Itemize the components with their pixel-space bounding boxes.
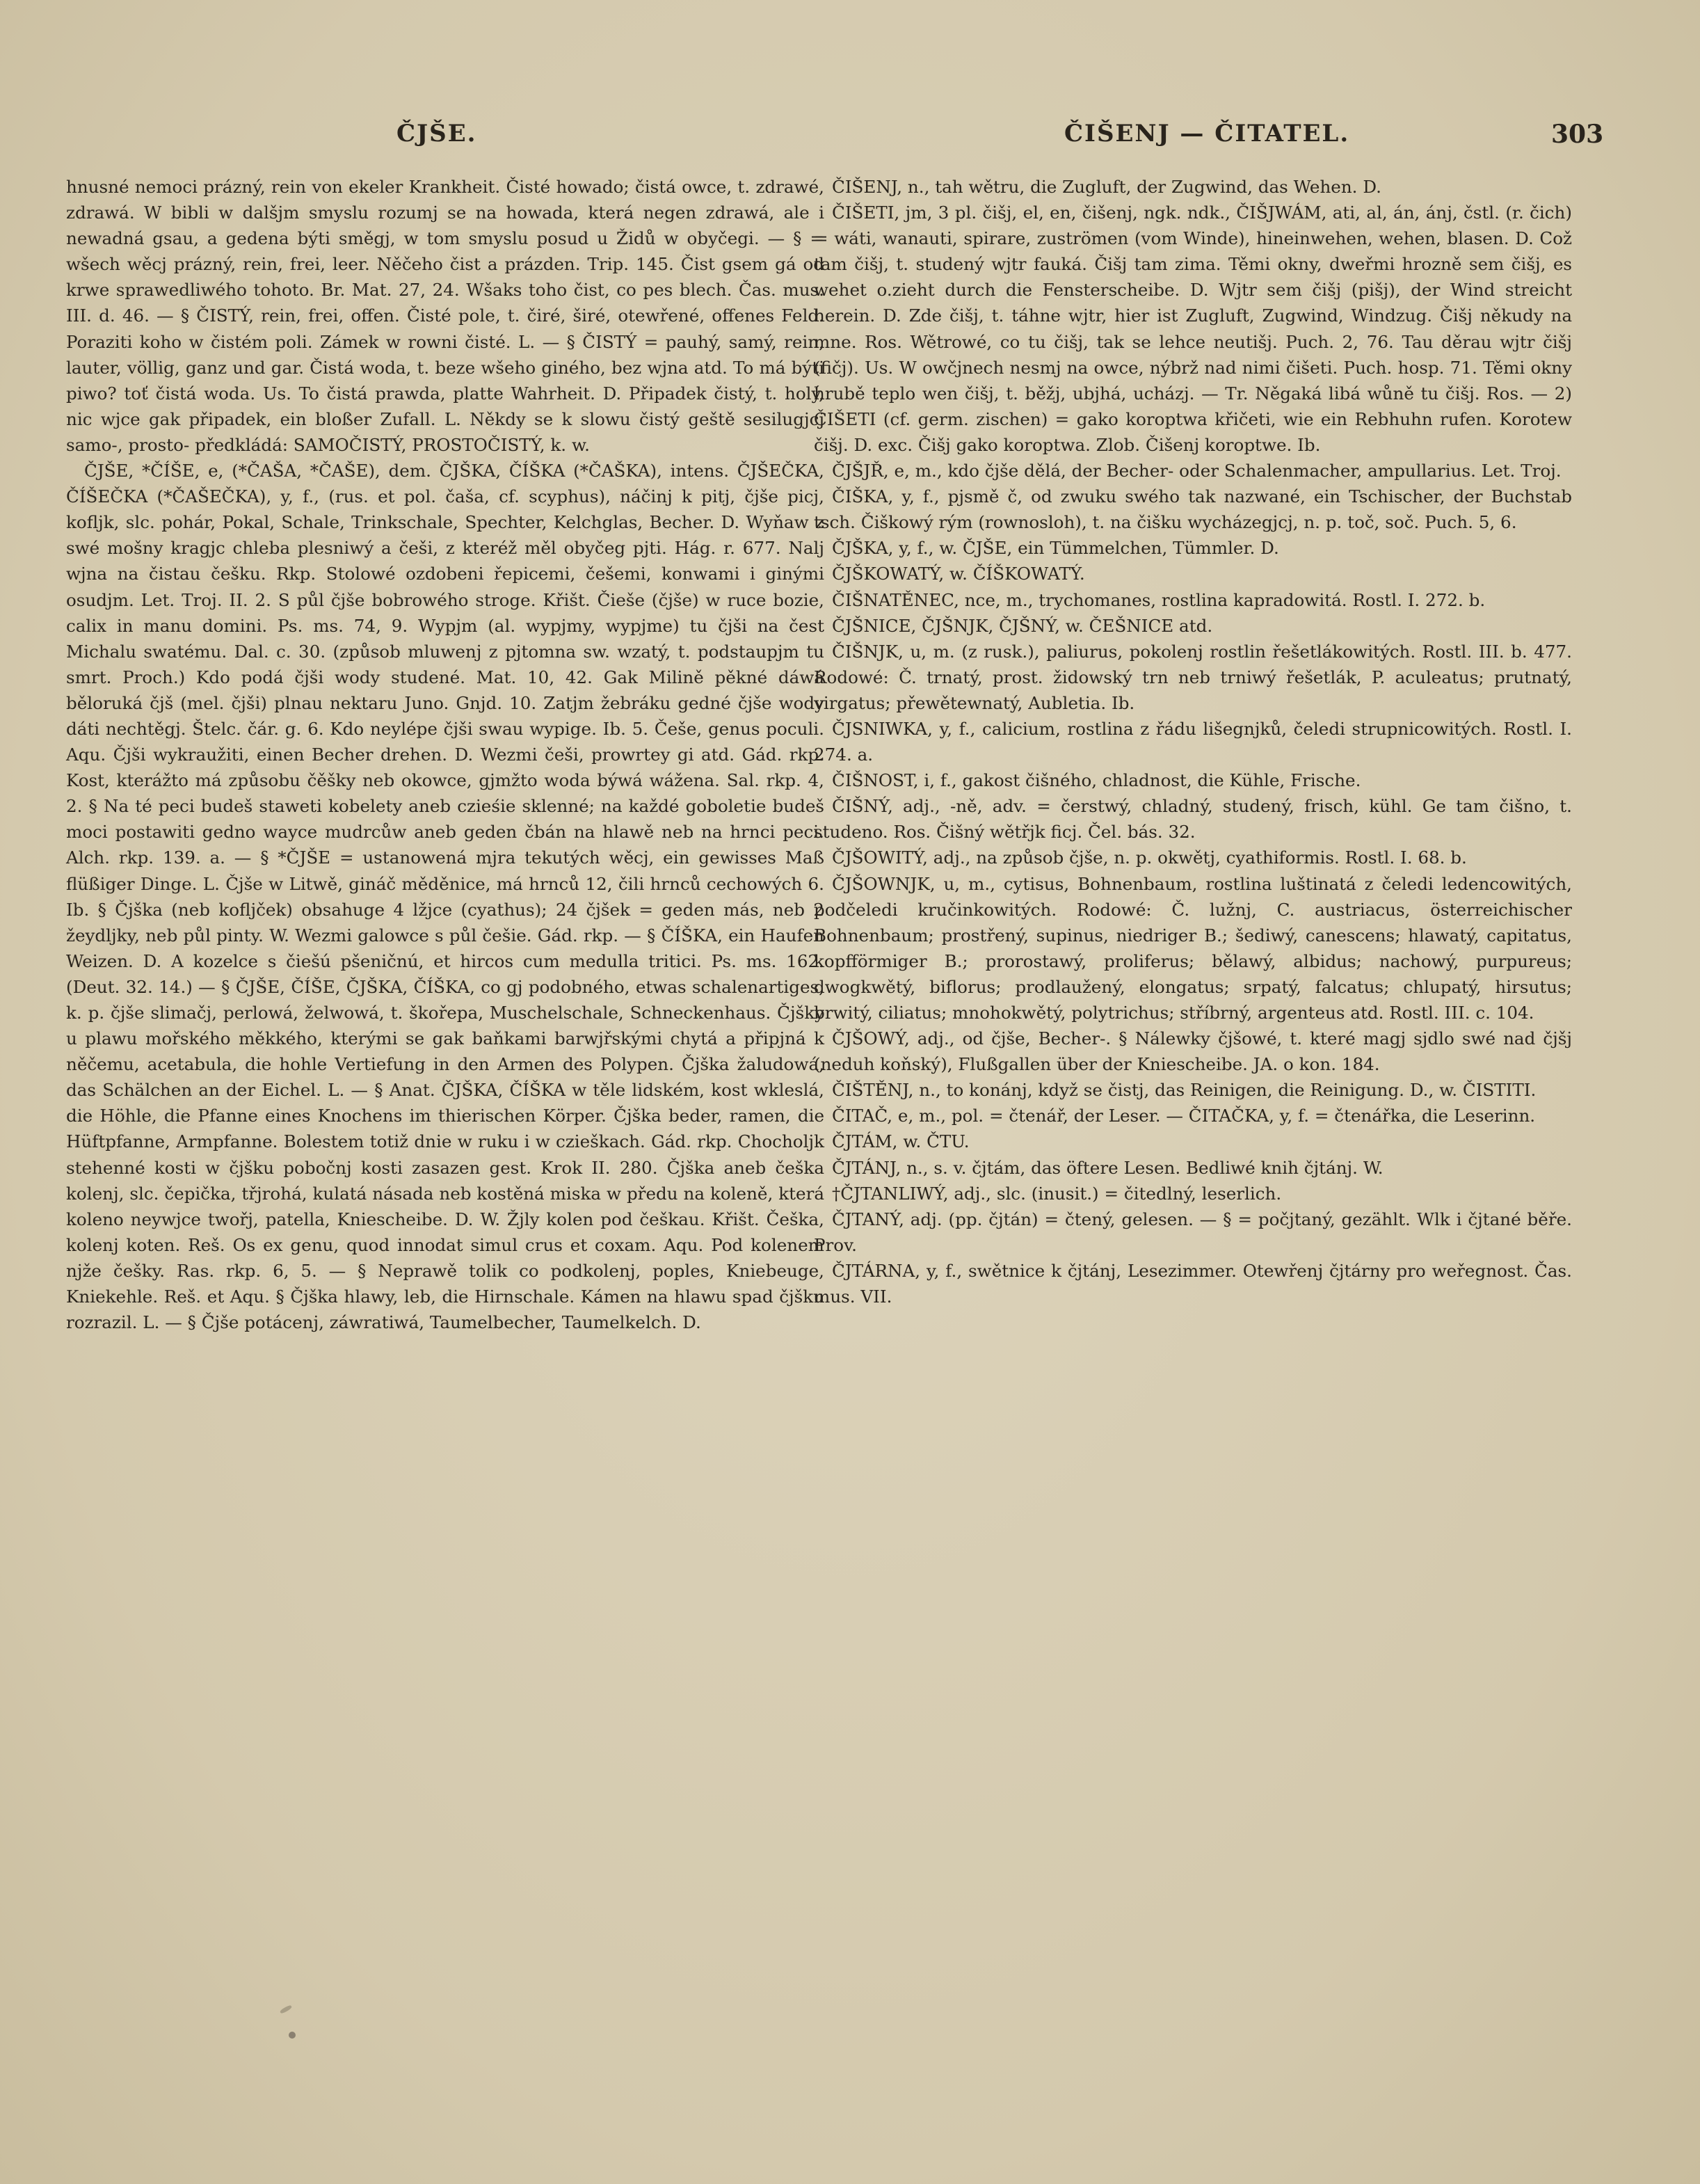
- entry-paragraph: ČIŠETI, jm, 3 pl. čišj, el, en, čišenj, ngk. ndk., ČIŠJWÁM, ati, al, án, ánj, čstl. (r. čich) = wáti, wanauti, spirare, zuströmen (vom Winde), hineinwehen, wehen, blasen. D. Což tam čišj, t. studený wjtr fauká. Čišj tam zima. Těmi okny, dweřmi hrozně sem čišj, es wehet o.zieht durch die Fensterscheibe. D. Wjtr sem čišj (pišj), der Wind streicht herein. D. Zde čišj, t. táhne wjtr, hier ist Zugluft, Zugwind, Windzug. Čišj někudy na mne. Ros. Wětrowé, co tu čišj, tak se lehce neutišj. Puch. 2, 76. Tau děrau wjtr čišj (fičj). Us. W owčjnech nesmj na owce, nýbrž nad nimi čišeti. Puch. hosp. 71. Těmi okny hrubě teplo wen čišj, t. běžj, ubjhá, ucházj. — Tr. Něgaká libá wůně tu čišj. Ros. — 2) ČIŠETI (cf. germ. zischen) = gako koroptwa křičeti, wie ein Rebhuhn rufen. Korotew čišj. D. exc. Čišj gako koroptwa. Zlob. Čišenj koroptwe. Ib.: [814, 202, 1572, 455]
- right-column: [814, 174, 1572, 1309]
- entry-paragraph: ČJŠJŘ, e, m., kdo čjše dělá, der Becher- oder Schalenmacher, ampullarius. Let. Troj.: [832, 461, 1562, 481]
- entry-paragraph: ČJŠOWÝ, adj., od čjše, Becher-. § Nálewky čjšowé, t. které magj sjdlo swé nad čjšj (neduh koňský), Flußgallen über der Kniescheibe. JA. o kon. 184.: [814, 1028, 1572, 1075]
- entry-paragraph: hnusné nemoci prázný, rein von ekeler Krankheit. Čisté howado; čistá owce, t. zdrawé, zdrawá. W bibli w dalšjm smyslu rozumj se na howada, která negen zdrawá, ale i newadná gsau, a gedena býti směgj, w tom smyslu posud u Židů w obyčegi. — § = wšech wěcj prázný, rein, frei, leer. Něčeho čist a prázden. Trip. 145. Čist gsem gá od krwe sprawedliwého tohoto. Br. Mat. 27, 24. Wšaks toho čist, co pes blech. Čas. mus. III. d. 46. — § ČISTÝ, rein, frei, offen. Čisté pole, t. čiré, širé, otewřené, offenes Feld. Poraziti koho w čistém poli. Zámek w rowni čisté. L. — § ČISTÝ = pauhý, samý, rein, lauter, völlig, ganz und gar. Čistá woda, t. beze wšeho giného, bez wjna atd. To má býti piwo? toť čistá woda. Us. To čistá prawda, platte Wahrheit. D. Připadek čistý, t. holý, nic wjce gak připadek, ein bloßer Zufall. L. Někdy se k slowu čistý geště sesilugjcj samo-, prosto- předkládá: SAMOČISTÝ, PROSTOČISTÝ, k. w.: [66, 177, 824, 455]
- entry-paragraph: ČJTANÝ, adj. (pp. čjtán) = čtený, gelesen. — § = počjtaný, gezählt. Wlk i čjtané běře. Prov.: [814, 1209, 1572, 1255]
- entry-paragraph: ČJTÁRNA, y, f., swětnice k čjtánj, Lesezimmer. Otewřenj čjtárny pro weřegnost. Čas. mus. VII.: [814, 1260, 1572, 1307]
- left-column: [66, 174, 824, 1335]
- entry-paragraph: ČJŠOWNJK, u, m., cytisus, Bohnenbaum, rostlina luštinatá z čeledi ledencowitých, podčeledi kručinkowitých. Rodowé: Č. lužnj, C. austriacus, österreichischer Bohnenbaum; prostřený, supinus, niedriger B.; šediwý, canescens; hlawatý, capitatus, kopfförmiger B.; prorostawý, proliferus; bělawý, albidus; nachowý, purpureus; dwogkwětý, biflorus; prodlaužený, elongatus; srpatý, falcatus; chlupatý, hirsutus; brwitý, ciliatus; mnohokwětý, polytrichus; stříbrný, argenteus atd. Rostl. III. c. 104.: [814, 873, 1572, 1023]
- paper-spot: [289, 2032, 296, 2039]
- paper-mark: [280, 2004, 293, 2014]
- running-head-right: ČIŠENJ — ČITATEL.: [1064, 120, 1350, 148]
- entry-paragraph: ČIŠTĚNJ, n., to konánj, když se čistj, das Reinigen, die Reinigung. D., w. ČISTITI.: [832, 1080, 1537, 1101]
- entry-paragraph: †ČJTANLIWÝ, adj., slc. (inusit.) = čitedlný, leserlich.: [832, 1183, 1282, 1204]
- entry-paragraph: ČJŠE, *ČÍŠE, e, (*ČAŠA, *ČAŠE), dem. ČJŠKA, ČÍŠKA (*ČAŠKA), intens. ČJŠEČKA, ČÍŠEČKA (*ČAŠEČKA), y, f., (rus. et pol. čaša, cf. scyphus), náčinj k pitj, čjše picj, koflјk, slc. pohár, Pokal, Schale, Trinkschale, Spechter, Kelchglas, Becher. D. Wyňaw z swé mošny kragjc chleba plesniwý a češi, z kteréž měl obyčeg pjti. Hág. r. 677. Nalj wjna na čistau češku. Rkp. Stolowé ozdobeni řepicemi, češemi, konwami i ginými osudjm. Let. Troj. II. 2. S půl čjše bobrowého stroge. Křišt. Čieše (čjše) w ruce bozie, calix in manu domini. Ps. ms. 74, 9. Wypjm (al. wypjmy, wypjme) tu čjši na čest Michalu swatému. Dal. c. 30. (způsob mluwenj z pjtomna sw. wzatý, t. podstaupjm tu smrt. Proch.) Kdo podá čjši wody studené. Mat. 10, 42. Gak Milině pěkné dáwá běloruká čjš (mel. čjši) plnau nektaru Juno. Gnjd. 10. Zatjm žebráku gedné čjše wody dáti nechtěgj. Štelc. čár. g. 6. Kdo neylépe čjši swau wypige. Ib. 5. Češe, genus poculi. Aqu. Čjši wykraužiti, einen Becher drehen. D. Wezmi češi, prowrtey gi atd. Gád. rkp. Kost, kterážto má způsobu čěšky neb okowce, gjmžto woda býwá wážena. Sal. rkp. 4, 2. § Na té peci budeš staweti kobelety aneb czieśie sklenné; na každé goboletie budeš moci postawiti gedno wayce mudrcůw aneb geden čbán na hlawě neb na hrnci peci. Alch. rkp. 139. a. — § *ČJŠE = ustanowená mjra tekutých wěcj, ein gewisses Maß flüßiger Dinge. L. Čjše w Litwě, gináč měděnice, má hrnců 12, čili hrnců cechowých 6. Ib. § Čjška (neb koflјček) obsahuge 4 lžjce (cyathus); 24 čjšek = geden más, neb 2 žeydljky, neb půl pinty. W. Wezmi galowce s půl češie. Gád. rkp. — § ČÍŠKA, ein Haufen Weizen. D. A kozelce s čiešú pšeničnú, et hircos cum medulla tritici. Ps. ms. 162. (Deut. 32. 14.) — § ČJŠE, ČÍŠE, ČJŠKA, ČÍŠKA, co gj podobného, etwas schalenartiges, k. p. čjše slimačj, perlowá, želwowá, t. škořepa, Muschelschale, Schneckenhaus. Čjšky u plawu mořského měkkého, kterými se gak baňkami barwjřskými chytá a připjná k něčemu, acetabula, die hohle Vertiefung in den Armen des Polypen. Čjška žaludowá, das Schälchen an der Eichel. L. — § Anat. ČJŠKA, ČÍŠKA w těle lidském, kost wkleslá, die Höhle, die Pfanne eines Knochens im thierischen Körper. Čjška beder, ramen, die Hüftpfanne, Armpfanne. Bolestem totiž dnie w ruku i w czieškach. Gád. rkp. Chocholjk stehenné kosti w čjšku pobočnj kosti zasazen gest. Krok II. 280. Čjška aneb češka kolenj, slc. čepička, třjrohá, kulatá násada neb kostěná miska w předu na koleně, která koleno neywjce twořj, patella, Kniescheibe. D. W. Žjly kolen pod češkau. Křišt. Češka, kolenj koten. Reš. Os ex genu, quod innodat simul crus et coxam. Aqu. Pod kolenem njže češky. Ras. rkp. 6, 5. — § Neprawě tolik co podkolenj, poples, Kniebeuge, Kniekehle. Reš. et Aqu. § Čjška hlawy, leb, die Hirnschale. Kámen na hlawu spad čjšku rozrazil. L. — § Čjše potácenj, záwratiwá, Taumelbecher, Taumelkelch. D.: [66, 461, 824, 1333]
- entry-paragraph: ČJŠNICE, ČJŠNJK, ČJŠNÝ, w. ČEŠNICE atd.: [832, 615, 1213, 636]
- page-number: 303: [1551, 120, 1604, 149]
- entry-paragraph: ČIŠNATĚNEC, nce, m., trychomanes, rostlina kapradowitá. Rostl. I. 272. b.: [832, 589, 1486, 610]
- entry-paragraph: ČJSNIWKA, y, f., calicium, rostlina z řádu lišegnjků, čeledi strupnicowitých. Rostl. I. 274. a.: [814, 718, 1572, 765]
- entry-paragraph: ČJTÁNJ, n., s. v. čjtám, das öftere Lesen. Bedliwé knih čjtánj. W.: [832, 1157, 1384, 1178]
- entry-paragraph: ČIŠNÝ, adj., -ně, adv. = čerstwý, chladný, studený, frisch, kühl. Ge tam čišno, t. studeno. Ros. Čišný wětřjk ficj. Čel. bás. 32.: [814, 796, 1572, 843]
- entry-paragraph: ČIŠNJK, u, m. (z rusk.), paliurus, pokolenj rostlin řešetlákowitých. Rostl. III. b. 477. Rodowé: Č. trnatý, prost. židowský trn neb trniwý řešetlák, P. aculeatus; prutnatý, virgatus; přewětewnatý, Aubletia. Ib.: [814, 641, 1572, 713]
- entry-paragraph: ČJŠKA, y, f., w. ČJŠE, ein Tümmelchen, Tümmler. D.: [832, 538, 1279, 559]
- entry-paragraph: ČJTÁM, w. ČTU.: [832, 1131, 970, 1152]
- entry-paragraph: ČJŠKOWATÝ, w. ČÍŠKOWATÝ.: [832, 564, 1085, 584]
- entry-paragraph: ČJŠOWITÝ, adj., na způsob čjše, n. p. okwětj, cyathiformis. Rostl. I. 68. b.: [832, 847, 1467, 868]
- entry-paragraph: ČIŠENJ, n., tah wětru, die Zugluft, der Zugwind, das Wehen. D.: [832, 177, 1381, 197]
- running-head-left: ČJŠE.: [396, 120, 477, 148]
- entry-paragraph: ČIŠKA, y, f., pjsmě č, od zwuku swého tak nazwané, ein Tschischer, der Buchstab tsch. Čiškowý rým (rownosloh), t. na čišku wycházegjcj, n. p. toč, soč. Puch. 5, 6.: [814, 486, 1572, 533]
- entry-paragraph: ČIŠNOST, i, f., gakost čišného, chladnost, die Kühle, Frische.: [832, 770, 1361, 791]
- entry-paragraph: ČITAČ, e, m., pol. = čtenář, der Leser. — ČITAČKA, y, f. = čtenářka, die Leserinn.: [832, 1106, 1536, 1126]
